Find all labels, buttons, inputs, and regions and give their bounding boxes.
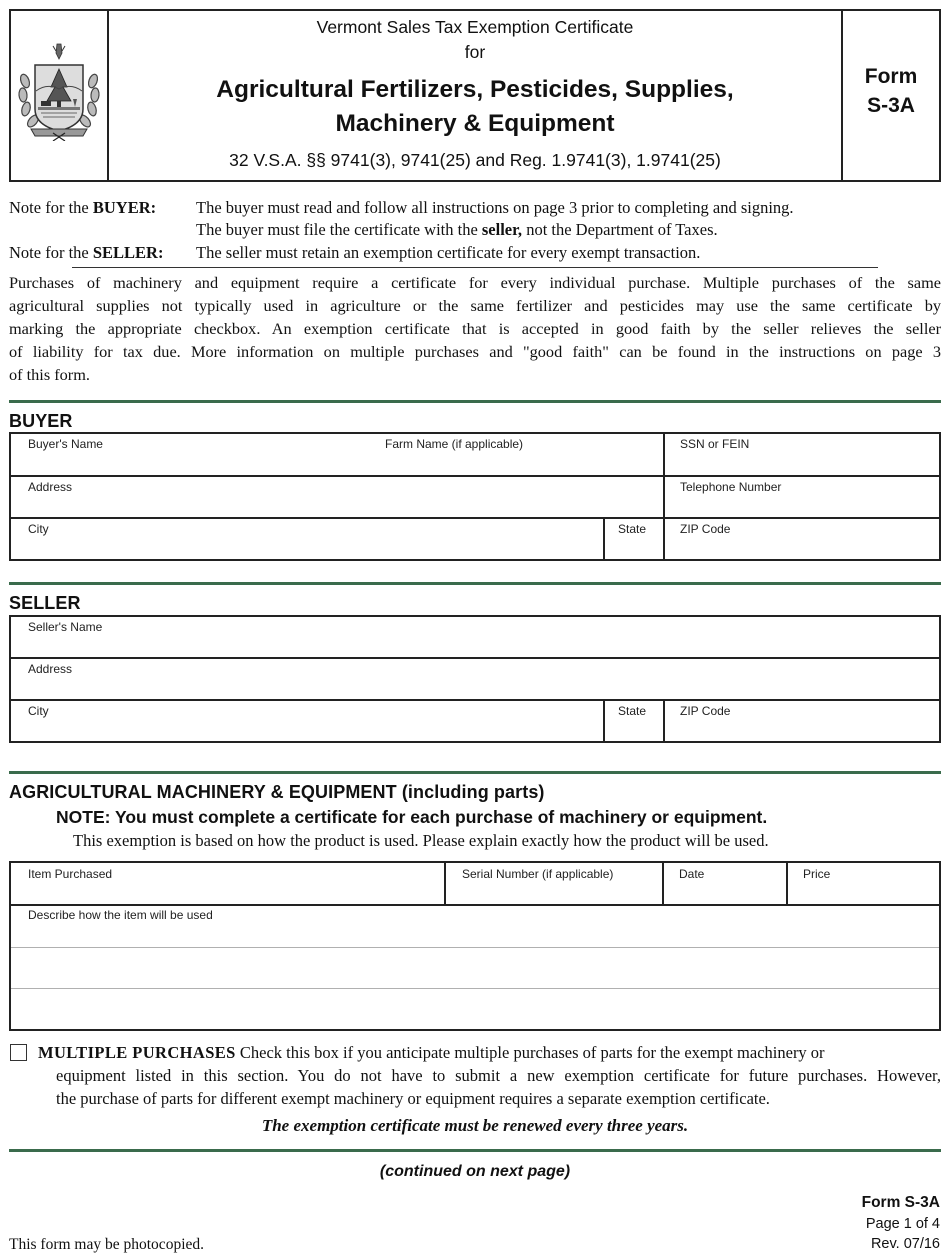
form-title-line-2: Machinery & Equipment bbox=[335, 110, 615, 137]
buyer-note-prefix: Note for the bbox=[9, 198, 93, 217]
buyer-note-line-2-a: The buyer must file the certificate with the bbox=[196, 220, 482, 239]
seller-name-field[interactable] bbox=[11, 617, 939, 657]
buyer-state-field[interactable] bbox=[605, 519, 663, 559]
intro-line: Purchases of machinery and equipment require a certificate for every individual purchase. Multiple purchases of the same bbox=[9, 273, 941, 292]
footer-page-number: Page 1 of 4 bbox=[865, 1216, 940, 1232]
describe-usage-label: Describe how the item will be used bbox=[28, 908, 213, 922]
seller-state-label: State bbox=[618, 704, 647, 718]
seal-cell bbox=[11, 11, 109, 180]
footer-form-number: Form S-3A bbox=[861, 1194, 940, 1211]
machinery-explain: This exemption is based on how the product is used. Please explain exactly how the product will be used. bbox=[73, 831, 769, 850]
buyer-state-label: State bbox=[618, 522, 647, 536]
multiple-purchases-line-3: the purchase of parts for different exempt machinery or equipment requires a separate exemption certificate. bbox=[56, 1089, 770, 1108]
seller-note-prefix: Note for the bbox=[9, 243, 93, 262]
describe-usage-field[interactable] bbox=[11, 906, 939, 1029]
machinery-table bbox=[9, 861, 941, 1031]
item-purchased-field[interactable] bbox=[11, 863, 444, 904]
farm-name-label: Farm Name (if applicable) bbox=[385, 437, 524, 451]
multiple-purchases-checkbox[interactable] bbox=[10, 1044, 27, 1061]
buyer-city-label: City bbox=[28, 522, 49, 536]
seller-address-label: Address bbox=[28, 662, 73, 676]
buyer-note-label bbox=[9, 197, 156, 219]
section-divider bbox=[9, 582, 941, 585]
buyer-note-bold: BUYER: bbox=[92, 198, 157, 217]
form-title-line-1: Agricultural Fertilizers, Pesticides, Supplies, bbox=[216, 76, 734, 103]
seller-note-label bbox=[9, 242, 163, 264]
buyer-zip-label: ZIP Code bbox=[680, 522, 731, 536]
notes-underline bbox=[72, 267, 878, 268]
price-field[interactable] bbox=[788, 863, 939, 904]
form-header bbox=[9, 9, 941, 182]
ssn-fein-label: SSN or FEIN bbox=[680, 437, 750, 451]
photocopy-note: This form may be photocopied. bbox=[9, 1236, 204, 1253]
ssn-fein-field[interactable] bbox=[665, 434, 939, 475]
multiple-purchases-label: MULTIPLE PURCHASES bbox=[38, 1043, 236, 1062]
form-label: Form bbox=[864, 65, 918, 88]
date-label: Date bbox=[679, 867, 705, 881]
machinery-section-title: AGRICULTURAL MACHINERY & EQUIPMENT (including parts) bbox=[9, 782, 545, 802]
buyer-note-line-1: The buyer must read and follow all instructions on page 3 prior to completing and signing. bbox=[196, 198, 794, 217]
buyer-info-box bbox=[9, 432, 941, 561]
buyer-address-field[interactable] bbox=[11, 477, 663, 517]
renewal-note: The exemption certificate must be renewed every three years. bbox=[261, 1116, 689, 1135]
multiple-purchases-line-1 bbox=[38, 1041, 825, 1064]
date-field[interactable] bbox=[664, 863, 786, 904]
multiple-purchases-line-2: equipment listed in this section. You do not have to submit a new exemption certificate for future purchases. However, bbox=[56, 1066, 941, 1085]
buyer-note-line-2 bbox=[196, 219, 718, 241]
buyer-name-field[interactable] bbox=[11, 434, 663, 475]
form-number-cell bbox=[841, 11, 939, 180]
statute-citation: 32 V.S.A. §§ 9741(3), 9741(25) and Reg. 1.9741(3), 1.9741(25) bbox=[229, 150, 721, 170]
intro-paragraph bbox=[9, 271, 941, 386]
intro-line: of this form. bbox=[9, 365, 90, 384]
buyer-telephone-field[interactable] bbox=[665, 477, 939, 517]
buyer-name-label: Buyer's Name bbox=[28, 437, 103, 451]
header-line-2: for bbox=[464, 42, 486, 62]
buyer-zip-field[interactable] bbox=[665, 519, 939, 559]
machinery-note: NOTE: You must complete a certificate for each purchase of machinery or equipment. bbox=[56, 807, 768, 827]
buyer-city-field[interactable] bbox=[11, 519, 603, 559]
section-divider bbox=[9, 400, 941, 403]
seller-section-title: SELLER bbox=[9, 593, 81, 613]
seller-info-box bbox=[9, 615, 941, 743]
seller-city-label: City bbox=[28, 704, 49, 718]
form-number: S-3A bbox=[867, 94, 915, 117]
telephone-label: Telephone Number bbox=[680, 480, 782, 494]
footer-revision: Rev. 07/16 bbox=[870, 1236, 940, 1252]
seller-name-label: Seller's Name bbox=[28, 620, 103, 634]
header-line-1: Vermont Sales Tax Exemption Certificate bbox=[316, 17, 634, 37]
intro-line: marking the appropriate checkbox. An exemption certificate that is accepted in good faith by the seller relieves the seller bbox=[9, 319, 941, 338]
buyer-section-title: BUYER bbox=[9, 411, 73, 431]
intro-line: of liability for tax due. More information on multiple purchases and "good faith" can be found in the instructions on page 3 bbox=[9, 342, 941, 361]
seller-note-bold: SELLER: bbox=[92, 243, 164, 262]
buyer-address-label: Address bbox=[28, 480, 73, 494]
seller-state-field[interactable] bbox=[605, 701, 663, 741]
serial-number-field[interactable] bbox=[446, 863, 662, 904]
seller-address-field[interactable] bbox=[11, 659, 939, 699]
multiple-purchases-text: Check this box if you anticipate multiple purchases of parts for the exempt machinery or bbox=[235, 1043, 825, 1062]
continued-note: (continued on next page) bbox=[379, 1163, 571, 1180]
vermont-seal-icon bbox=[17, 41, 101, 141]
serial-number-label: Serial Number (if applicable) bbox=[462, 867, 614, 881]
price-label: Price bbox=[803, 867, 831, 881]
intro-line: agricultural supplies not typically used in agriculture or the same fertilizer and pesticides may use the same certificate by bbox=[9, 296, 941, 315]
header-title-block bbox=[109, 11, 841, 180]
seller-zip-field[interactable] bbox=[665, 701, 939, 741]
buyer-note-line-2-b: not the Department of Taxes. bbox=[522, 220, 718, 239]
section-divider bbox=[9, 1149, 941, 1152]
seller-zip-label: ZIP Code bbox=[680, 704, 731, 718]
item-purchased-label: Item Purchased bbox=[28, 867, 113, 881]
buyer-note-line-2-bold: seller, bbox=[481, 220, 523, 239]
section-divider bbox=[9, 771, 941, 774]
seller-city-field[interactable] bbox=[11, 701, 603, 741]
seller-note-line: The seller must retain an exemption certificate for every exempt transaction. bbox=[196, 243, 701, 262]
